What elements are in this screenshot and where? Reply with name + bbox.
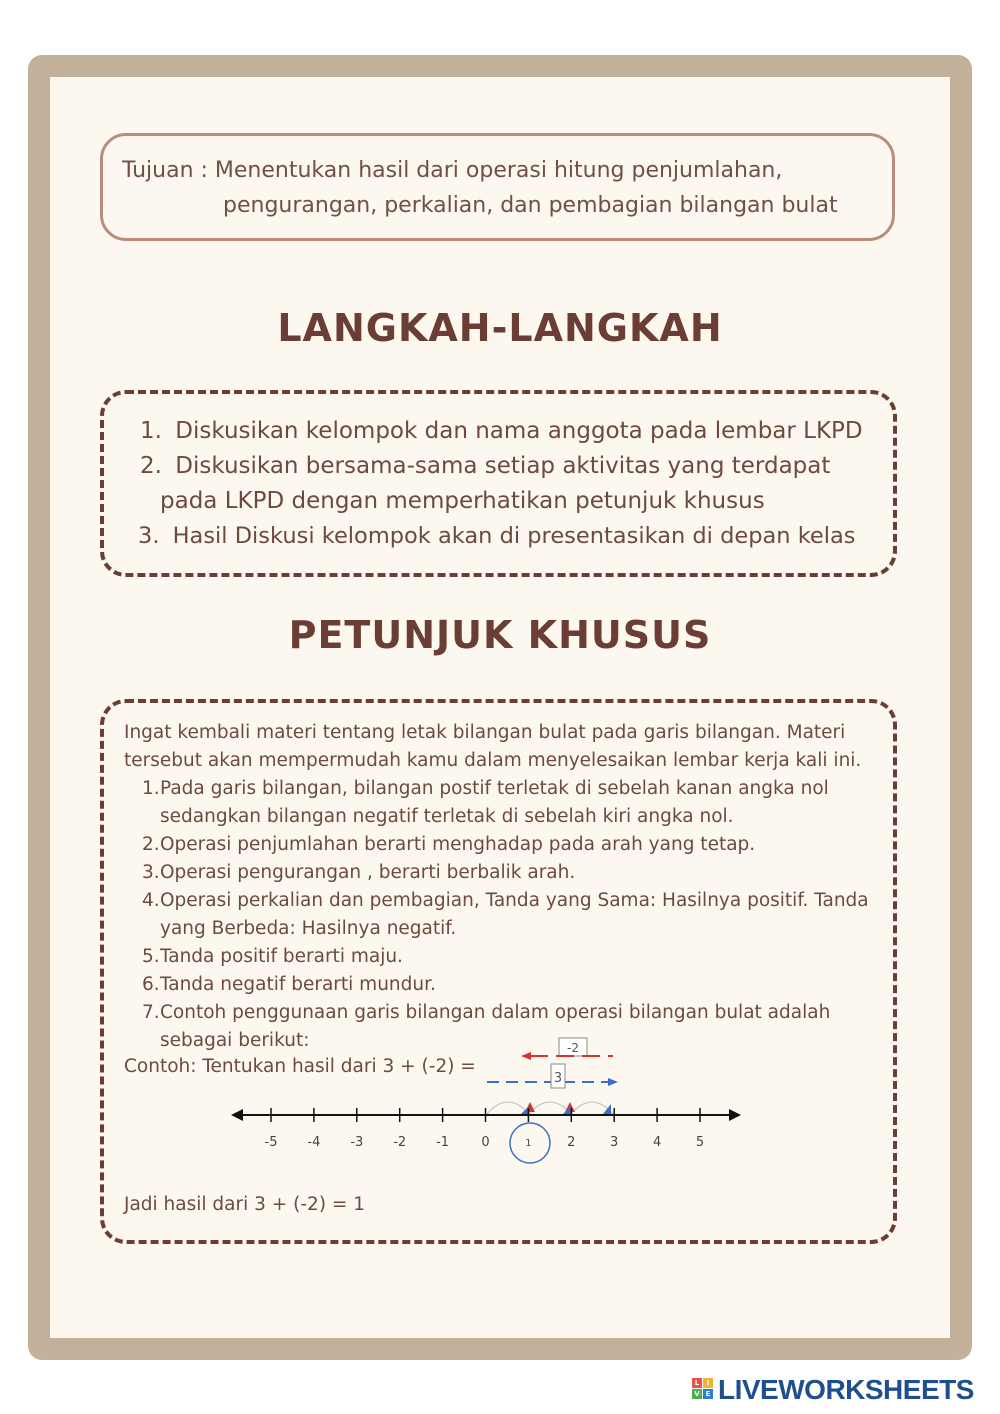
petunjuk-item-6-text: Tanda negatif berarti mundur. bbox=[160, 974, 436, 995]
hop-arc-1 bbox=[487, 1102, 529, 1114]
langkah-item-1-text: Diskusikan kelompok dan nama anggota pada lembar LKPD bbox=[175, 418, 863, 444]
tick-label: -3 bbox=[350, 1135, 364, 1150]
petunjuk-item-3 bbox=[142, 862, 160, 883]
langkah-item-2 bbox=[140, 453, 830, 479]
petunjuk-item-2-text: Operasi penjumlahan berarti menghadap pada arah yang tetap. bbox=[160, 834, 756, 855]
petunjuk-item-4-cont: yang Berbeda: Hasilnya negatif. bbox=[160, 918, 457, 939]
tick-label: 4 bbox=[652, 1135, 662, 1150]
brand-name: LIVEWORKSHEETS bbox=[718, 1374, 974, 1405]
logo-letter-e: E bbox=[703, 1389, 713, 1399]
petunjuk-item-1-text: Pada garis bilangan, bilangan postif terletak di sebelah kanan angka nol bbox=[160, 778, 829, 799]
jadi-answer: Jadi hasil dari 3 + (-2) = 1 bbox=[124, 1194, 366, 1215]
petunjuk-item-7 bbox=[142, 1002, 160, 1023]
petunjuk-item-5-text: Tanda positif berarti maju. bbox=[160, 946, 403, 967]
petunjuk-item-7-cont: sebagai berikut: bbox=[160, 1030, 310, 1051]
axis-arrow-right bbox=[729, 1109, 741, 1121]
tick-label: 2 bbox=[567, 1135, 576, 1150]
tick-label: 3 bbox=[610, 1135, 619, 1150]
langkah-heading: LANGKAH-LANGKAH bbox=[277, 306, 723, 350]
petunjuk-item-6-num: 6. bbox=[142, 974, 160, 995]
petunjuk-intro-2: tersebut akan mempermudah kamu dalam menyelesaikan lembar kerja kali ini. bbox=[124, 750, 862, 771]
tick-label: -4 bbox=[307, 1135, 321, 1150]
liveworksheets-logo bbox=[692, 1372, 992, 1408]
blue-arrow-head bbox=[608, 1078, 618, 1086]
petunjuk-item-3-text: Operasi pengurangan , berarti berbalik arah. bbox=[160, 862, 576, 883]
logo-letter-i: I bbox=[703, 1378, 713, 1388]
petunjuk-heading: PETUNJUK KHUSUS bbox=[288, 613, 712, 657]
petunjuk-item-7-text: Contoh penggunaan garis bilangan dalam operasi bilangan bulat adalah bbox=[160, 1002, 831, 1023]
tick-label: -2 bbox=[393, 1135, 407, 1150]
contoh-question: Contoh: Tentukan hasil dari 3 + (-2) = bbox=[124, 1056, 476, 1077]
red-arrow-head bbox=[521, 1052, 531, 1060]
petunjuk-item-2 bbox=[142, 834, 160, 855]
logo-letter-v: V bbox=[692, 1389, 702, 1399]
petunjuk-item-5 bbox=[142, 946, 160, 967]
langkah-item-1 bbox=[140, 418, 863, 444]
petunjuk-item-7-num: 7. bbox=[142, 1002, 160, 1023]
logo-grid-icon bbox=[692, 1378, 714, 1400]
langkah-item-1-num: 1. bbox=[140, 418, 162, 444]
petunjuk-item-4-text: Operasi perkalian dan pembagian, Tanda yang Sama: Hasilnya positif. Tanda bbox=[160, 890, 869, 911]
langkah-item-2-num: 2. bbox=[140, 453, 162, 479]
tick-label: -5 bbox=[264, 1135, 278, 1150]
tick-label: 1 bbox=[525, 1138, 532, 1149]
petunjuk-item-3-num: 3. bbox=[142, 862, 160, 883]
logo-letter-l: L bbox=[692, 1378, 702, 1388]
tujuan-line-1: Tujuan : Menentukan hasil dari operasi hitung penjumlahan, bbox=[122, 158, 783, 183]
tick-label: 0 bbox=[481, 1135, 490, 1150]
langkah-item-3-text: Hasil Diskusi kelompok akan di presentasikan di depan kelas bbox=[172, 523, 856, 549]
petunjuk-item-1-num: 1. bbox=[142, 778, 160, 799]
petunjuk-item-1-cont: sedangkan bilangan negatif terletak di sebelah kiri angka nol. bbox=[160, 806, 734, 827]
petunjuk-item-1 bbox=[142, 778, 160, 799]
langkah-item-2-text: Diskusikan bersama-sama setiap aktivitas yang terdapat bbox=[175, 453, 831, 479]
minus2-label: -2 bbox=[567, 1041, 579, 1055]
langkah-item-2-cont: pada LKPD dengan memperhatikan petunjuk khusus bbox=[160, 488, 765, 514]
petunjuk-item-6 bbox=[142, 974, 160, 995]
petunjuk-item-4 bbox=[142, 890, 160, 911]
tick-label: 5 bbox=[695, 1135, 705, 1150]
petunjuk-item-2-num: 2. bbox=[142, 834, 160, 855]
tujuan-line-2: pengurangan, perkalian, dan pembagian bilangan bulat bbox=[223, 193, 838, 218]
petunjuk-item-4-num: 4. bbox=[142, 890, 160, 911]
petunjuk-item-5-num: 5. bbox=[142, 946, 160, 967]
tujuan-box bbox=[100, 133, 895, 241]
petunjuk-intro-1: Ingat kembali materi tentang letak bilangan bulat pada garis bilangan. Materi bbox=[124, 722, 846, 743]
three-label: 3 bbox=[553, 1071, 563, 1086]
langkah-box bbox=[100, 390, 897, 577]
langkah-item-3 bbox=[138, 523, 856, 549]
langkah-item-3-num: 3. bbox=[138, 523, 160, 549]
axis-arrow-left bbox=[231, 1109, 243, 1121]
tick-label: -1 bbox=[436, 1135, 450, 1150]
number-line-diagram bbox=[225, 1032, 755, 1167]
hop-arc-2 bbox=[529, 1102, 571, 1114]
